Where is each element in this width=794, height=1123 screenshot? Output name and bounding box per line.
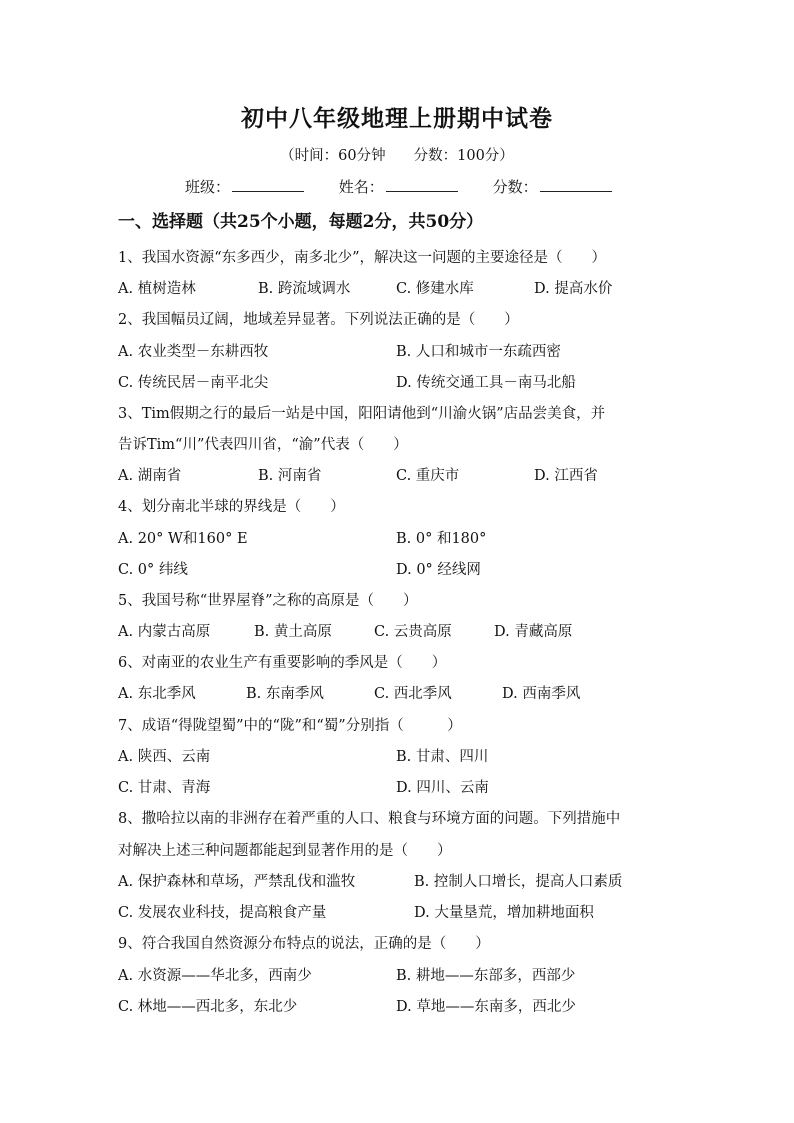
option: C. 发展农业科技，提高粮食产量	[118, 905, 327, 921]
option: A. 东北季风	[118, 686, 196, 702]
option: C. 甘肃、青海	[118, 780, 211, 796]
question-7: 7、成语“得陇望蜀”中的“陇”和“蜀”分别指（ ）	[118, 718, 462, 734]
question-5: 5、我国号称“世界屋脊”之称的高原是（ ）	[118, 593, 418, 609]
option: B. 人口和城市一东疏西密	[396, 344, 561, 360]
option: C. 0° 纬线	[118, 562, 188, 578]
question-9-options-row1	[118, 966, 575, 986]
question-7-options-row1	[118, 747, 488, 767]
question-1-options	[118, 279, 612, 299]
option: B. 控制人口增长，提高人口素质	[414, 874, 623, 890]
time-limit: （时间：60分钟	[280, 148, 386, 164]
question-6: 6、对南亚的农业生产有重要影响的季风是（ ）	[118, 655, 447, 671]
question-3-options	[118, 466, 598, 486]
question-4: 4、划分南北半球的界线是（ ）	[118, 499, 345, 515]
option: B. 甘肃、四川	[396, 749, 489, 765]
option: A. 水资源——华北多，西南少	[118, 968, 312, 984]
question-5-options	[118, 622, 572, 642]
option: D. 江西省	[534, 468, 598, 484]
question-1: 1、我国水资源“东多西少，南多北少”，解决这一问题的主要途径是（ ）	[118, 250, 607, 266]
question-7-options-row2	[118, 778, 489, 798]
option: A. 湖南省	[118, 468, 182, 484]
question-6-options	[118, 684, 580, 704]
option: A. 保护森林和草场，严禁乱伐和滥牧	[118, 874, 356, 890]
option: B. 黄土高原	[254, 624, 332, 640]
option: A. 内蒙古高原	[118, 624, 211, 640]
score-blank	[540, 177, 612, 192]
class-blank	[232, 177, 304, 192]
option: C. 修建水库	[396, 281, 474, 297]
option: D. 提高水价	[534, 281, 613, 297]
option: B. 跨流域调水	[258, 281, 351, 297]
question-2-options-row1	[118, 342, 561, 362]
option: C. 西北季风	[374, 686, 452, 702]
option: D. 大量垦荒，增加耕地面积	[414, 905, 594, 921]
option: D. 四川、云南	[396, 780, 489, 796]
section-heading: 一、选择题（共25个小题，每题2分，共50分）	[118, 212, 484, 232]
option: B. 耕地——东部多，西部少	[396, 968, 576, 984]
question-3: 3、Tim假期之行的最后一站是中国，阳阳请他到“川渝火锅”店品尝美食，并	[118, 406, 606, 422]
question-2-options-row2	[118, 373, 576, 393]
score-field: 分数：	[493, 176, 612, 197]
option: B. 东南季风	[246, 686, 324, 702]
option: B. 河南省	[258, 468, 322, 484]
question-3-cont: 告诉Tim“川”代表四川省，“渝”代表（ ）	[118, 437, 408, 453]
option: C. 传统民居－南平北尖	[118, 375, 269, 391]
exam-subtitle	[0, 144, 794, 165]
option: C. 林地——西北多，东北少	[118, 999, 298, 1015]
option: A. 陕西、云南	[118, 749, 211, 765]
question-2: 2、我国幅员辽阔，地域差异显著。下列说法正确的是（ ）	[118, 312, 519, 328]
question-9-options-row2	[118, 997, 576, 1017]
option: D. 0° 经线网	[396, 562, 481, 578]
option: D. 青藏高原	[494, 624, 573, 640]
exam-title: 初中八年级地理上册期中试卷	[241, 105, 553, 132]
option: B. 0° 和180°	[396, 531, 487, 547]
option: D. 西南季风	[502, 686, 581, 702]
question-4-options-row2	[118, 560, 481, 580]
student-info	[185, 176, 642, 197]
option: A. 植树造林	[118, 281, 196, 297]
class-field: 班级：	[185, 176, 304, 197]
option: C. 云贵高原	[374, 624, 452, 640]
name-blank	[386, 177, 458, 192]
total-score: 分数：100分）	[413, 148, 514, 164]
question-8-options-row1	[118, 872, 622, 892]
option: D. 草地——东南多，西北少	[396, 999, 576, 1015]
question-8-cont: 对解决上述三种问题都能起到显著作用的是（ ）	[118, 843, 452, 859]
question-9: 9、符合我国自然资源分布特点的说法，正确的是（ ）	[118, 936, 490, 952]
question-8-options-row2	[118, 903, 594, 923]
option: A. 农业类型－东耕西牧	[118, 344, 269, 360]
option: A. 20° W和160° E	[118, 531, 248, 547]
option: C. 重庆市	[396, 468, 460, 484]
option: D. 传统交通工具－南马北船	[396, 375, 576, 391]
name-field: 姓名：	[339, 176, 458, 197]
question-8: 8、撒哈拉以南的非洲存在着严重的人口、粮食与环境方面的问题。下列措施中	[118, 811, 621, 827]
question-4-options-row1	[118, 529, 486, 549]
